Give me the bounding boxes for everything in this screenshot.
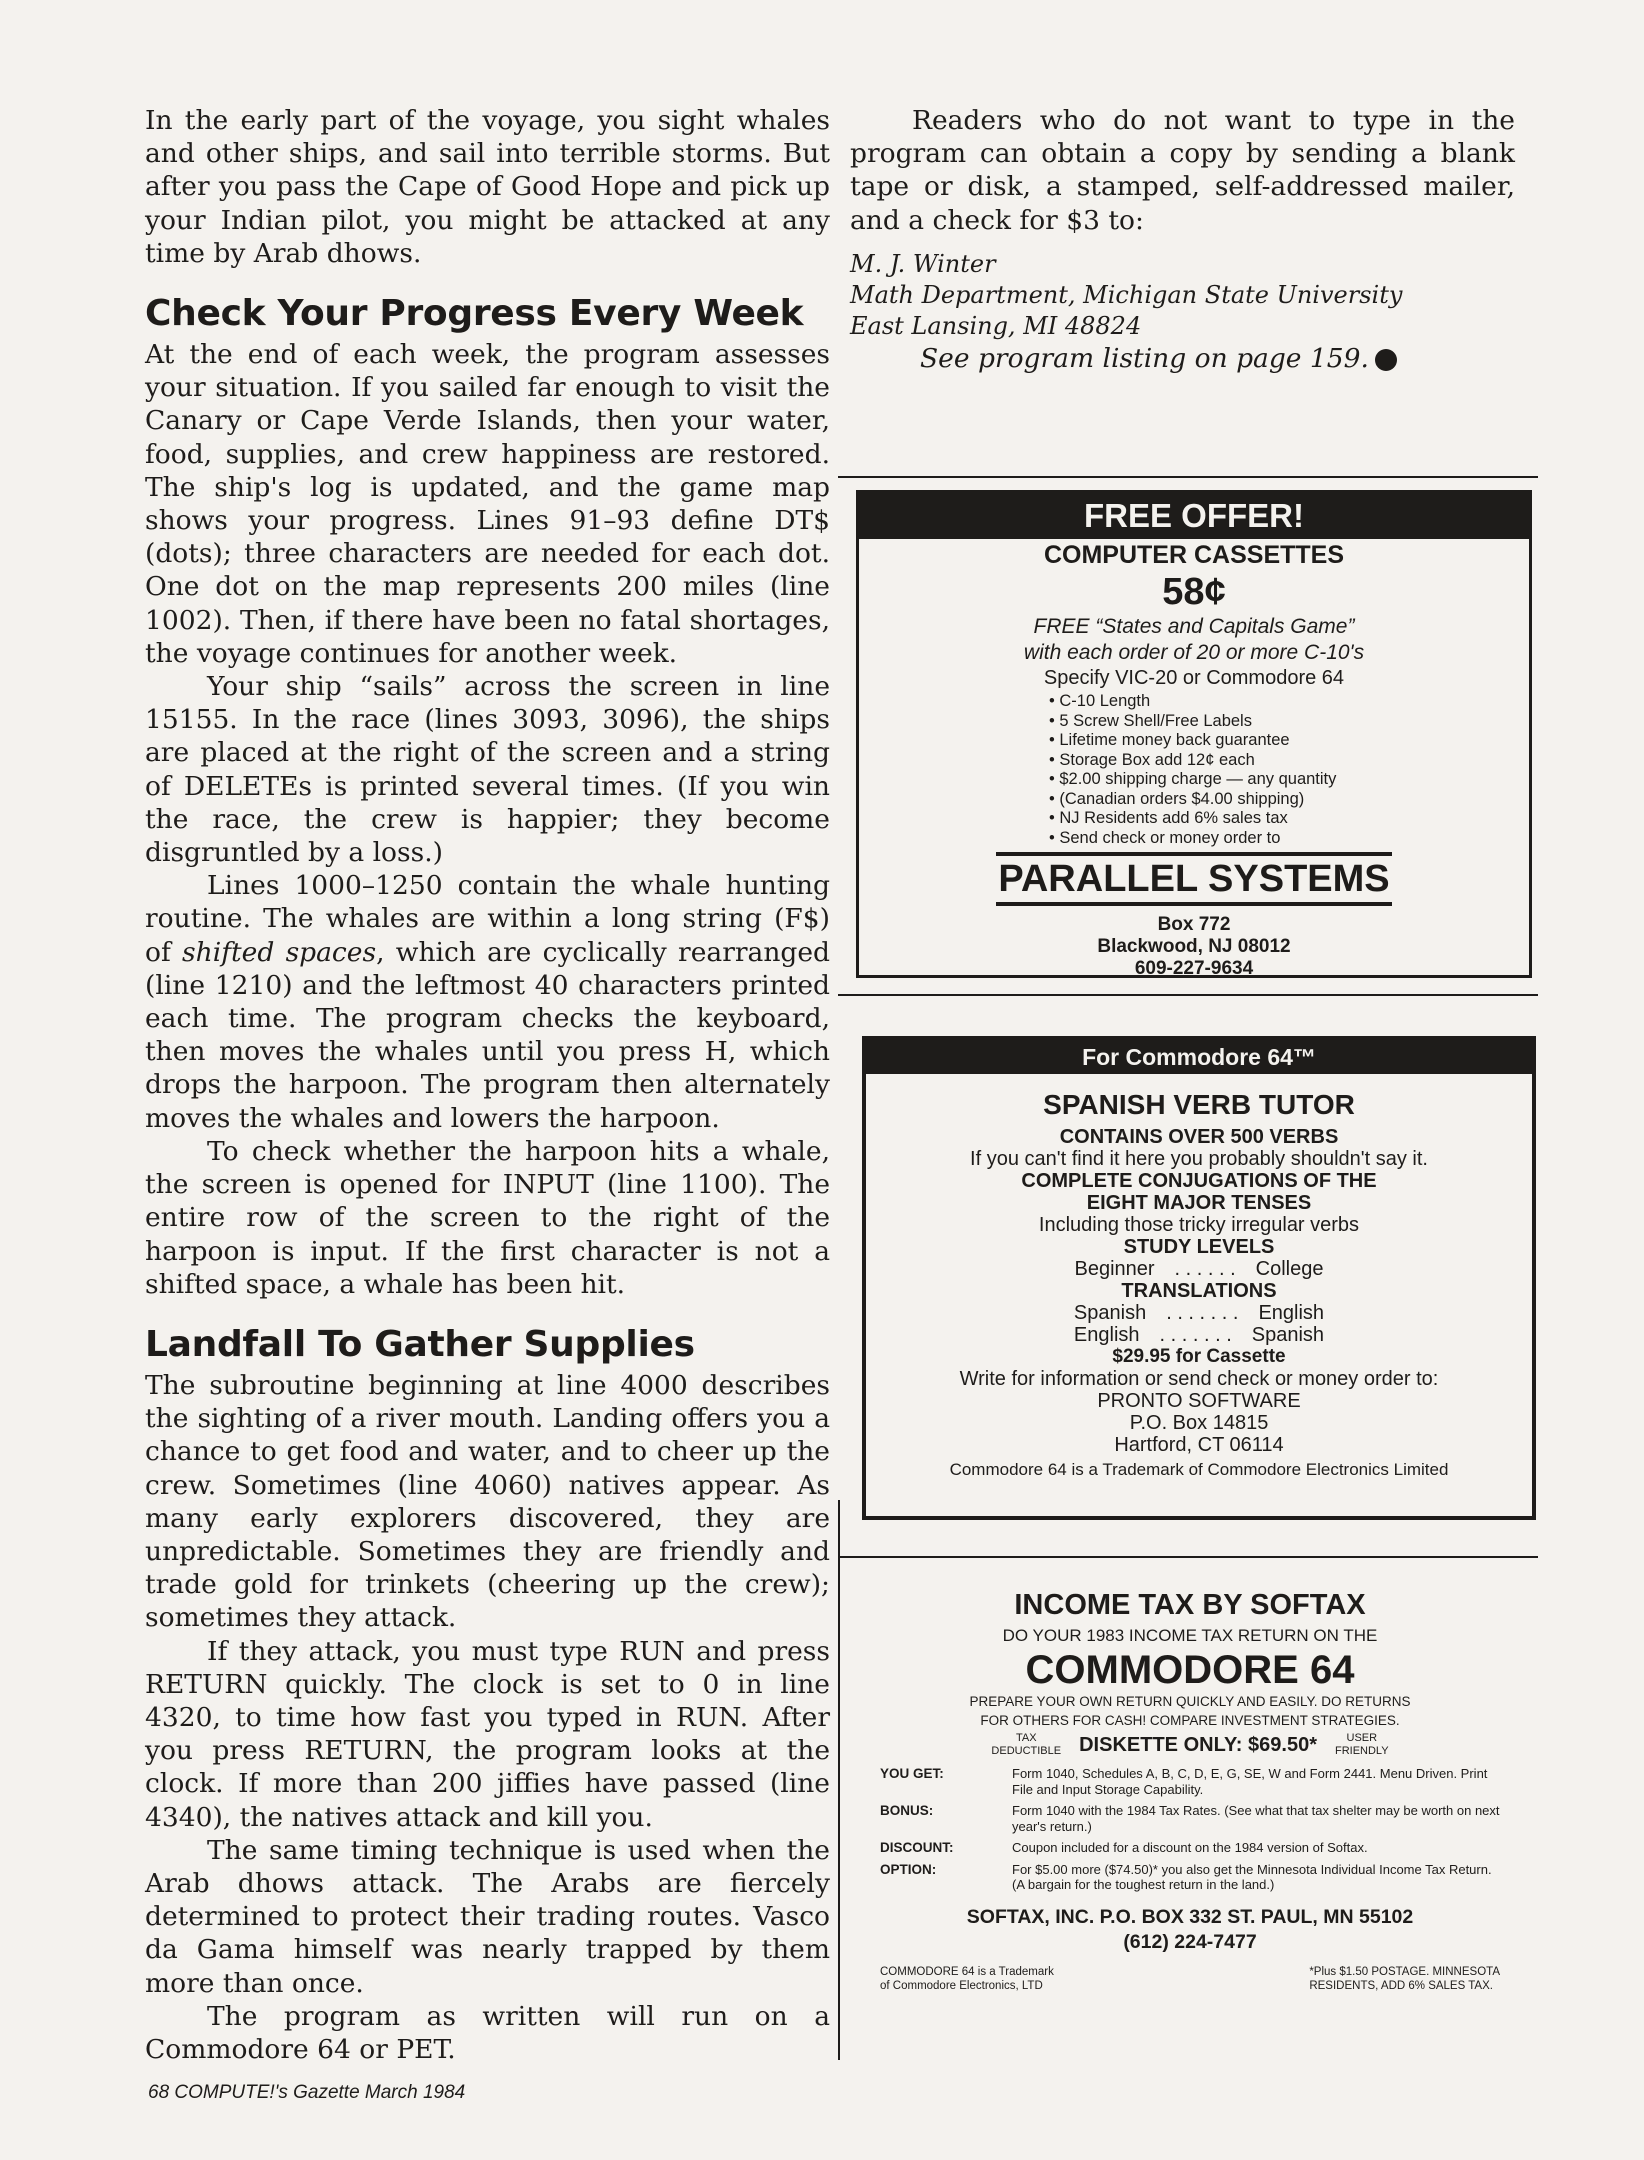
ad-line: DO YOUR 1983 INCOME TAX RETURN ON THE (1002, 1626, 1378, 1645)
article-right-column (850, 104, 1515, 375)
text: Lines 1000–1250 contain the whale hunting routine. The whales are within a long string (F$) of (145, 870, 830, 968)
trademark-note (880, 1965, 1054, 1993)
paragraph: Readers who do not want to type in the program can obtain a copy by sending a blank tape or disk, a stamped, self-addressed mailer, and a check for $3 to: (850, 105, 1515, 236)
address-line: Hartford, CT 06114 (1114, 1434, 1284, 1456)
ad-address (880, 1905, 1500, 1955)
paragraph: The subroutine beginning at line 4000 describes the sighting of a river mouth. Landing offers you a chance to get food and water, and to cheer up the crew. Sometimes (line 4060) natives appear. As many early explorers discovered, they are unpredictable. Sometimes they are friendly and trade gold for trinkets (cheering up the crew); sometimes they attack. (145, 1369, 830, 1634)
italic-text: shifted spaces (182, 936, 377, 968)
ad-line: TRANSLATIONS (1121, 1280, 1277, 1302)
list-item (1049, 790, 1529, 810)
list-item: • Send check or money order to (1049, 829, 1529, 849)
paragraph (145, 869, 830, 1135)
ad-address (859, 914, 1529, 980)
ad-line: FOR OTHERS FOR CASH! COMPARE INVESTMENT STRATEGIES. (980, 1713, 1400, 1728)
cassettes-ad (856, 490, 1532, 978)
list-item: • 5 Screw Shell/Free Labels (1049, 712, 1529, 732)
ad-offer: with each order of 20 or more C-10's (1023, 641, 1365, 664)
ad-line: EIGHT MAJOR TENSES (1086, 1192, 1312, 1214)
ad-feature-list (1049, 692, 1529, 848)
address-line: P.O. Box 14815 (1129, 1412, 1269, 1434)
language-label: English (1258, 1302, 1325, 1324)
list-item-continued: (Canadian orders $4.00 shipping) (1059, 789, 1305, 808)
section-heading-progress: Check Your Progress Every Week (145, 293, 804, 335)
leader-dots: . . . . . . . (1159, 1324, 1232, 1346)
listing-text: See program listing on page 159. (920, 342, 1369, 374)
price-row (880, 1732, 1500, 1758)
row-value: For $5.00 more ($74.50)* you also get the Minnesota Individual Income Tax Return. (A bargain for the toughest return in the land.) (1012, 1861, 1492, 1892)
paragraph: Your ship “sails” across the screen in line 15155. In the race (lines 3093, 3096), the ships are placed at the right of the screen and a string of DELETEs is printed several times. (If you win the race, the crew is happier; they become disgruntled by a loss.) (145, 671, 830, 869)
address-line: Blackwood, NJ 08012 (1097, 936, 1291, 957)
row-value: Coupon included for a discount on the 1984 version of Softax. (1012, 1840, 1368, 1855)
postage-note (1309, 1965, 1500, 1993)
row-key: BONUS: (880, 1803, 934, 1818)
row-key: YOU GET: (880, 1766, 944, 1781)
divider (838, 1556, 1538, 1558)
paragraph: If they attack, you must type RUN and press RETURN quickly. The clock is set to 0 in line 4320, to time how fast you typed in RUN. After you press RETURN, the program looks at the clock. If more than 200 jiffies have passed (line 4340), the natives attack and kill you. (145, 1635, 830, 1833)
translation-row (866, 1324, 1532, 1346)
address-line: PRONTO SOFTWARE (1097, 1390, 1301, 1412)
ad-line: If you can't find it here you probably shouldn't say it. (970, 1148, 1428, 1170)
ad-line: STUDY LEVELS (1123, 1236, 1275, 1258)
translation-row (866, 1302, 1532, 1324)
paragraph: To check whether the harpoon hits a whale, the screen is opened for INPUT (line 1100). The entire row of the screen to the right of the harpoon is input. If the first character is not a shifted space, a whale has been hit. (145, 1135, 830, 1300)
divider (838, 994, 1538, 996)
paragraph: At the end of each week, the program assesses your situation. If you sailed far enough to visit the Canary or Cape Verde Islands, then your water, food, supplies, and crew happiness are restored. The ship's log is updated, and the game map shows your progress. Lines 91–93 define DT$ (dots); three characters are needed for each dot. One dot on the map represents 200 miles (line 1002). Then, if there have been no fatal shortages, the voyage continues for another week. (145, 339, 830, 669)
text: , which are cyclically rearranged (line 1210) and the leftmost 40 characters printed each time. The program checks the keyboard, then moves the whales until you press H, which drops the harpoon. The program then alternately moves the whales and lowers the harpoon. (145, 936, 831, 1134)
note-line: COMMODORE 64 is a Trademark (880, 1965, 1054, 1978)
address-line: East Lansing, MI 48824 (850, 311, 1142, 340)
note-line: of Commodore Electronics, LTD (880, 1979, 1043, 1992)
ad-line: CONTAINS OVER 500 VERBS (1059, 1126, 1339, 1148)
ad-line: Including those tricky irregular verbs (1038, 1214, 1360, 1236)
paragraph: The same timing technique is used when the Arab dhows attack. The Arabs are fiercely determined to protect their trading routes. Vasco da Gama himself was nearly trapped by them more than once. (145, 1834, 830, 1999)
leader-dots: . . . . . . (1174, 1258, 1236, 1280)
ad-headline: COMMODORE 64 (1025, 1648, 1355, 1692)
ad-headline: COMPUTER CASSETTES (1043, 541, 1345, 569)
leader-dots: . . . . . . . (1166, 1302, 1239, 1324)
listing-reference (850, 342, 1515, 375)
mailing-address (850, 249, 1515, 342)
ad-footnotes (880, 1965, 1500, 1993)
note-line: USER (1346, 1732, 1378, 1744)
note-line: FRIENDLY (1334, 1745, 1389, 1757)
list-item: • Lifetime money back guarantee (1049, 731, 1529, 751)
language-label: Spanish (1073, 1302, 1147, 1324)
list-item: • $2.00 shipping charge — any quantity (1049, 770, 1529, 790)
phone-number: (612) 224-7477 (1123, 1930, 1257, 1953)
ad-offer: FREE “States and Capitals Game” (1033, 615, 1355, 638)
ad-company-name: PARALLEL SYSTEMS (996, 852, 1391, 906)
ad-banner: FREE OFFER! (859, 493, 1529, 539)
row-value: Form 1040, Schedules A, B, C, D, E, G, SE, W and Form 2441. Menu Driven. Print File and Input Storage Capability. (1012, 1766, 1488, 1797)
column-divider (838, 1500, 840, 2060)
ad-line: Write for information or send check or money order to: (959, 1368, 1439, 1390)
table-row (880, 1766, 1500, 1803)
features-table (880, 1766, 1500, 1899)
row-value: Form 1040 with the 1984 Tax Rates. (See what that tax shelter may be worth on next year's return.) (1012, 1803, 1500, 1834)
section-heading-landfall: Landfall To Gather Supplies (145, 1323, 695, 1365)
note-line: DEDUCTIBLE (991, 1745, 1062, 1757)
ad-line: PREPARE YOUR OWN RETURN QUICKLY AND EASILY. DO RETURNS (969, 1694, 1411, 1709)
ad-title: SPANISH VERB TUTOR (1043, 1089, 1355, 1120)
ad-specify: Specify VIC-20 or Commodore 64 (1043, 667, 1345, 689)
ad-line: COMPLETE CONJUGATIONS OF THE (1021, 1170, 1377, 1192)
page-folio: 68 COMPUTE!'s Gazette March 1984 (148, 2082, 466, 2103)
gazette-end-mark-icon (1375, 349, 1397, 371)
row-key: DISCOUNT: (880, 1840, 954, 1855)
softax-ad (880, 1588, 1500, 1993)
address-line: Math Department, Michigan State University (850, 280, 1403, 309)
ad-price: DISKETTE ONLY: $69.50* (1079, 1733, 1317, 1756)
list-item: • Storage Box add 12¢ each (1049, 751, 1529, 771)
paragraph: In the early part of the voyage, you sight whales and other ships, and sail into terrible storms. But after you pass the Cape of Good Hope and pick up your Indian pilot, you might be attacked at any time by Arab dhows. (145, 105, 830, 269)
phone-number: 609-227-9634 (1134, 958, 1254, 979)
table-row (880, 1803, 1500, 1840)
table-row (880, 1862, 1500, 1899)
level-label: College (1255, 1258, 1324, 1280)
user-friendly-note (1335, 1732, 1389, 1758)
language-label: English (1073, 1324, 1140, 1346)
table-row (880, 1840, 1500, 1862)
ad-banner: For Commodore 64™ (866, 1040, 1532, 1074)
note-line: RESIDENTS, ADD 6% SALES TAX. (1309, 1979, 1493, 1992)
note-line: TAX (1015, 1732, 1037, 1744)
language-label: Spanish (1251, 1324, 1325, 1346)
tax-deductible-note (991, 1732, 1061, 1758)
level-label: Beginner (1074, 1258, 1155, 1280)
list-item: • NJ Residents add 6% sales tax (1049, 809, 1529, 829)
article-left-column (145, 104, 830, 2066)
divider (838, 476, 1538, 478)
address-line: Box 772 (1157, 914, 1231, 935)
ad-price: $29.95 for Cassette (1112, 1346, 1286, 1367)
note-line: *Plus $1.50 POSTAGE. MINNESOTA (1309, 1965, 1500, 1978)
paragraph: The program as written will run on a Commodore 64 or PET. (145, 2000, 830, 2065)
row-key: OPTION: (880, 1861, 937, 1877)
trademark-note: Commodore 64 is a Trademark of Commodore Electronics Limited (949, 1460, 1449, 1479)
ad-price: 58¢ (1162, 571, 1226, 613)
list-item: • C-10 Length (1049, 692, 1529, 712)
address-line: SOFTAX, INC. P.O. BOX 332 ST. PAUL, MN 55102 (966, 1905, 1414, 1928)
levels-row (866, 1258, 1532, 1280)
spanish-tutor-ad (862, 1036, 1536, 1520)
address-line: M. J. Winter (850, 249, 996, 278)
ad-title: INCOME TAX BY SOFTAX (1014, 1589, 1366, 1621)
